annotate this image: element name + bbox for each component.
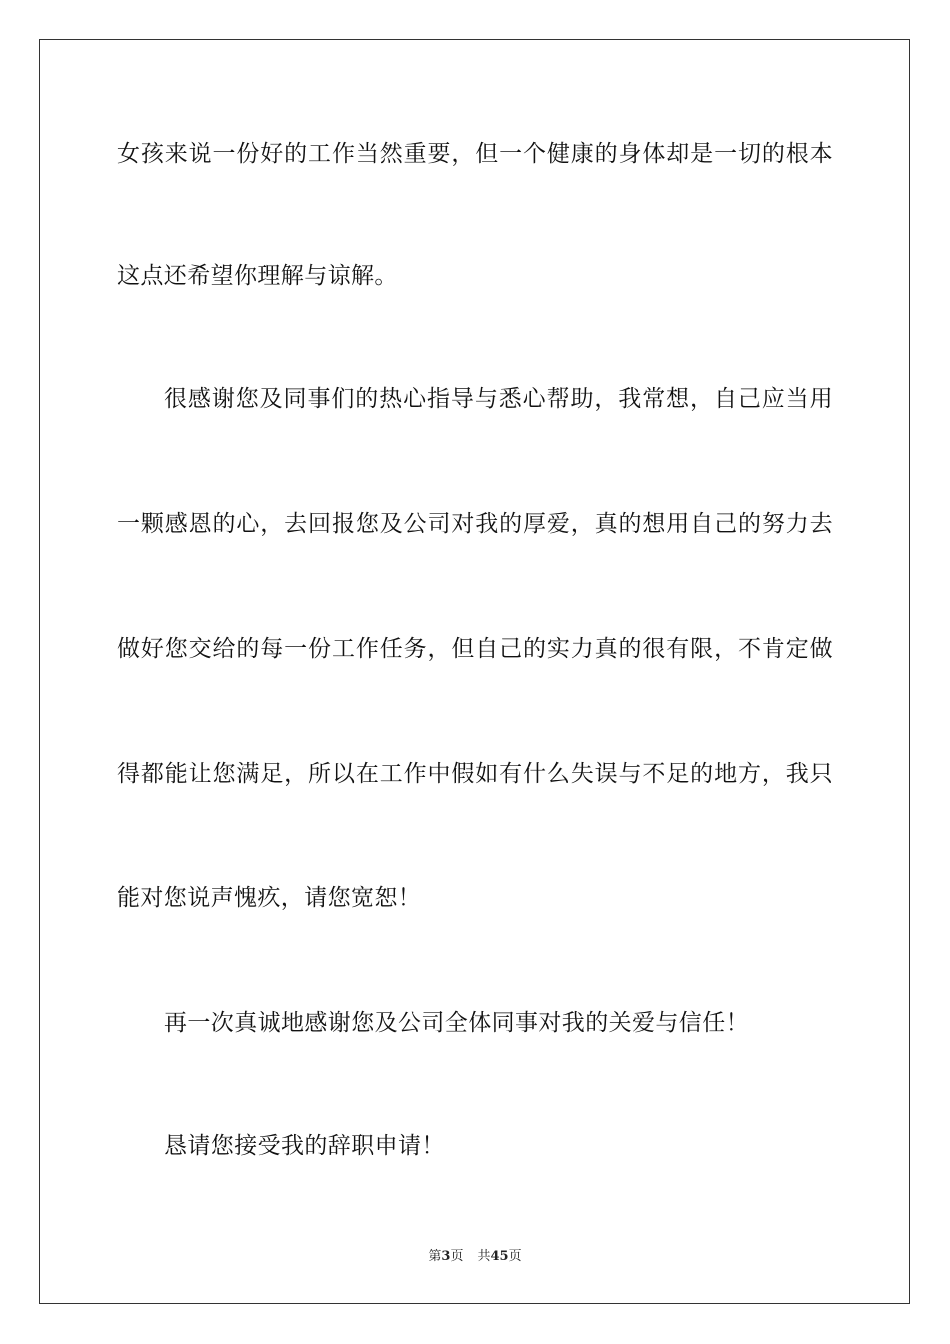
page-prefix: 第 bbox=[428, 1249, 442, 1264]
page-suffix: 页 bbox=[450, 1249, 464, 1264]
text-line-7: 能对您说声愧疚，请您宽恕！ bbox=[117, 885, 422, 911]
page-footer bbox=[0, 1248, 950, 1266]
text-line-5: 做好您交给的每一份工作任务，但自己的实力真的很有限，不肯定做 bbox=[117, 636, 833, 662]
total-pages: 45 bbox=[490, 1249, 509, 1264]
text-line-2: 这点还希望你理解与谅解。 bbox=[117, 263, 398, 289]
page-number: 3 bbox=[441, 1249, 451, 1264]
total-suffix: 页 bbox=[508, 1249, 522, 1264]
total-prefix: 共 bbox=[477, 1249, 491, 1264]
text-line-3: 很感谢您及同事们的热心指导与悉心帮助，我常想，自己应当用 bbox=[164, 386, 833, 412]
text-line-4: 一颗感恩的心，去回报您及公司对我的厚爱，真的想用自己的努力去 bbox=[117, 511, 833, 537]
text-line-8: 再一次真诚地感谢您及公司全体同事对我的关爱与信任！ bbox=[164, 1010, 749, 1036]
text-line-9: 恳请您接受我的辞职申请！ bbox=[164, 1133, 445, 1159]
text-line-1: 女孩来说一份好的工作当然重要，但一个健康的身体却是一切的根本 bbox=[117, 141, 833, 167]
page-border bbox=[39, 39, 910, 1304]
text-line-6: 得都能让您满足，所以在工作中假如有什么失误与不足的地方，我只 bbox=[117, 761, 833, 787]
